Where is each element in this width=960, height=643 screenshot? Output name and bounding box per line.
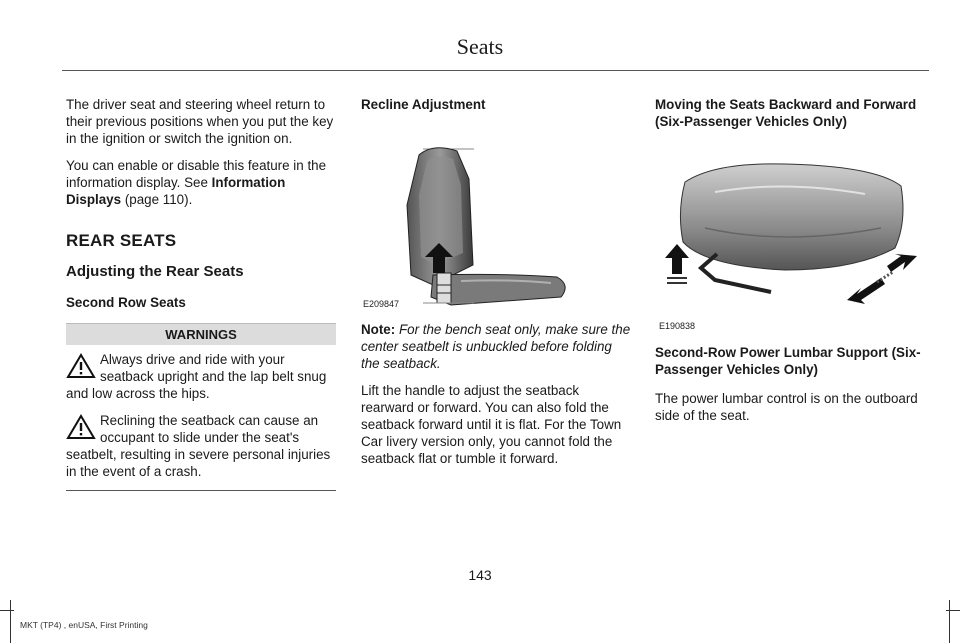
note-bench-seat: [361, 321, 631, 372]
header-divider: [62, 70, 929, 71]
warning-text: Reclining the seatback can cause an occupant to slide under the seat's seatbelt, resulting in severe personal injuries in the event of a crash.: [66, 413, 331, 479]
crop-mark: [949, 600, 950, 643]
warning-triangle-icon: [66, 353, 96, 379]
warning-text: Always drive and ride with your seatback upright and the lap belt snug and low across the hips.: [66, 352, 327, 401]
seat-slide-image: [655, 142, 927, 324]
section-heading-rear-seats: REAR SEATS: [66, 231, 177, 250]
figure-code: E190838: [659, 321, 696, 331]
paragraph-memory-return: The driver seat and steering wheel return to their previous positions when you put the key in the ignition or switch the ignition on.: [66, 97, 334, 146]
information-displays-link[interactable]: Information Displays: [66, 175, 286, 207]
note-label: Note:: [361, 322, 396, 337]
warning-triangle-icon: [66, 414, 96, 440]
warning-item: [66, 412, 336, 480]
seat-recline-image: [361, 125, 631, 307]
crop-mark: [0, 610, 14, 611]
figure-code: E209847: [363, 299, 400, 309]
crop-mark: [10, 600, 11, 643]
heading-moving-seats: Moving the Seats Backward and Forward (Six-Passenger Vehicles Only): [655, 97, 917, 129]
warnings-header: WARNINGS: [66, 323, 336, 345]
subheading-second-row-seats: Second Row Seats: [66, 295, 186, 310]
subheading-adjusting-rear-seats: Adjusting the Rear Seats: [66, 263, 244, 280]
paragraph-lumbar-control: The power lumbar control is on the outboard side of the seat.: [655, 391, 918, 423]
paragraph-text: You can enable or disable this feature in the information display. See: [66, 158, 327, 190]
warnings-end-divider: [66, 490, 336, 491]
heading-power-lumbar: Second-Row Power Lumbar Support (Six-Passenger Vehicles Only): [655, 345, 921, 377]
column-2: [361, 96, 631, 477]
footer-printing-info: MKT (TP4) , enUSA, First Printing: [20, 620, 148, 630]
note-text: For the bench seat only, make sure the center seatbelt is unbuckled before folding the seatback.: [361, 322, 631, 371]
page-title: Seats: [456, 34, 504, 59]
paragraph-enable-feature: [66, 157, 336, 208]
paragraph-lift-handle: Lift the handle to adjust the seatback rearward or forward. You can also fold the seatback forward until it is flat. For the Town Car livery version only, you cannot fold the seatback flat or tumble it forward.: [361, 383, 622, 466]
crop-mark: [946, 610, 960, 611]
column-3: [655, 96, 927, 434]
column-1: [66, 96, 336, 491]
heading-recline-adjustment: Recline Adjustment: [361, 97, 486, 112]
seat-recline-illustration: [361, 125, 631, 307]
page-reference: (page 110).: [121, 192, 193, 207]
page-number: 143: [468, 567, 492, 583]
seat-slide-illustration: [655, 142, 925, 331]
warning-item: [66, 351, 336, 402]
